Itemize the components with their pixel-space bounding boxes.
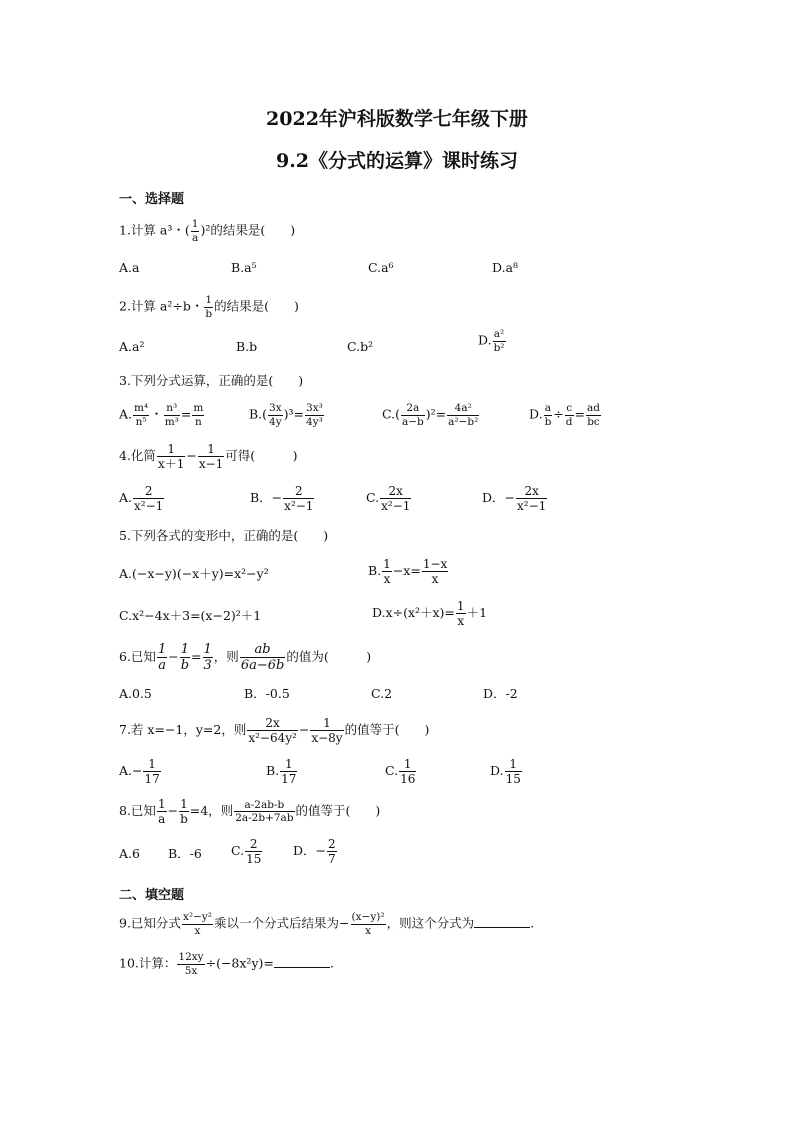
q1-option-a: A.a — [119, 260, 140, 275]
q7-option-d: D. $\frac{1}{15}$ — [490, 757, 521, 786]
answer-blank-9[interactable] — [474, 917, 530, 928]
q3-option-b: B.( $\frac{3x}{4y}$ )³= $\frac{\text{3x³}}{\text{4y³}}$ — [249, 402, 323, 428]
q5-option-b: B. $\frac{1}{x}$ −x= $\frac{1-x}{x}$ — [368, 557, 448, 586]
q4-option-c: C. $\frac{2x}{\text{x²−1}}$ — [366, 484, 411, 513]
q3-option-d: D. $\frac{a}{b}$ ÷ $\frac{c}{d}$ = $\frac{ad}{bc}$ — [529, 402, 600, 428]
q3-option-c: C.( $\frac{2a}{a-b}$ )²= $\frac{\text{4a²}}{\text{a²−b²}}$ — [382, 402, 479, 428]
q7-option-c: C. $\frac{1}{16}$ — [385, 757, 416, 786]
q8-option-c: C. $\frac{2}{15}$ — [231, 837, 262, 866]
q7-option-a: A.− $\frac{1}{17}$ — [119, 757, 160, 786]
question-4: 4.化简 $\frac{1}{x+1}$ − $\frac{1}{x-1}$ 可得( ) — [119, 442, 298, 471]
question-7: 7.若 x=−1，y=2，则 $\frac{2x}{\text{x²−64y²}}$ − $\frac{1}{x-8y}$ 的值等于( ) — [119, 716, 430, 745]
q4-option-a: A. $\frac{2}{\text{x²−1}}$ — [119, 484, 164, 513]
question-9: 9.已知分式 $\frac{\text{x²−y²}}{x}$ 乘以一个分式后结果为− $\frac{\text{(x−y)²}}{x}$ ，则这个分式为 . — [119, 911, 535, 937]
question-6: 6.已知 $\frac{1}{a}$ − $\frac{1}{b}$ = $\frac{1}{3}$ ，则 $\frac{ab}{6a-6b}$ 的值为( ) — [119, 642, 372, 673]
question-1: 1.计算 a³・( $\frac{1}{a}$ )²的结果是( ) — [119, 218, 296, 244]
q8-option-b: B．-6 — [168, 846, 202, 861]
section-heading-choice: 一、选择题 — [119, 192, 185, 207]
q4-option-d: D．− $\frac{2x}{\text{x²−1}}$ — [482, 484, 547, 513]
q6-option-d: D．-2 — [483, 686, 518, 701]
question-8: 8.已知 $\frac{1}{a}$ − $\frac{1}{b}$ =4，则 $\frac{a-2ab-b}{2a-2b+7ab}$ 的值等于( ) — [119, 797, 381, 826]
q6-option-c: C.2 — [371, 686, 393, 701]
q7-option-b: B. $\frac{1}{17}$ — [266, 757, 297, 786]
question-2: 2.计算 a²÷b・ $\frac{1}{b}$ 的结果是( ) — [119, 294, 299, 320]
q1-option-c: C.a⁶ — [368, 260, 394, 275]
q1-option-b: B.a⁵ — [231, 260, 257, 275]
q4-option-b: B．− $\frac{2}{\text{x²−1}}$ — [250, 484, 314, 513]
q6-option-b: B．-0.5 — [244, 686, 290, 701]
q2-option-c: C.b² — [347, 339, 374, 354]
q5-option-d: D.x÷(x²＋x)= $\frac{1}{x}$ ＋1 — [372, 599, 488, 628]
question-3: 3.下列分式运算，正确的是( ) — [119, 373, 304, 388]
q3-option-a: A. $\frac{\text{m⁴}}{\text{n⁵}}$ ・ $\frac{\text{n³}}{\text{m³}}$ = $\frac{m}{n}$ — [119, 402, 204, 428]
q6-option-a: A.0.5 — [119, 686, 152, 701]
q2-option-d: D. $\frac{\text{a²}}{\text{b²}}$ — [478, 328, 505, 354]
answer-blank-10[interactable] — [274, 957, 330, 968]
q2-option-a: A.a² — [119, 339, 145, 354]
q2-option-b: B.b — [236, 339, 258, 354]
document-subtitle: 9.2《分式的运算》课时练习 — [275, 150, 519, 172]
question-5: 5.下列各式的变形中，正确的是( ) — [119, 528, 329, 543]
section-heading-fill: 二、填空题 — [119, 888, 185, 903]
q8-option-d: D．− $\frac{2}{7}$ — [293, 837, 336, 866]
q8-option-a: A.6 — [119, 846, 140, 861]
q5-option-c: C.x²−4x＋3=(x−2)²＋1 — [119, 608, 262, 623]
q5-option-a: A.(−x−y)(−x＋y)=x²−y² — [119, 566, 269, 581]
document-title: 2022年沪科版数学七年级下册 — [266, 108, 528, 130]
question-10: 10.计算： $\frac{12xy}{5x}$ ÷(−8x²y)= . — [119, 951, 334, 977]
q1-option-d: D.a⁸ — [492, 260, 519, 275]
